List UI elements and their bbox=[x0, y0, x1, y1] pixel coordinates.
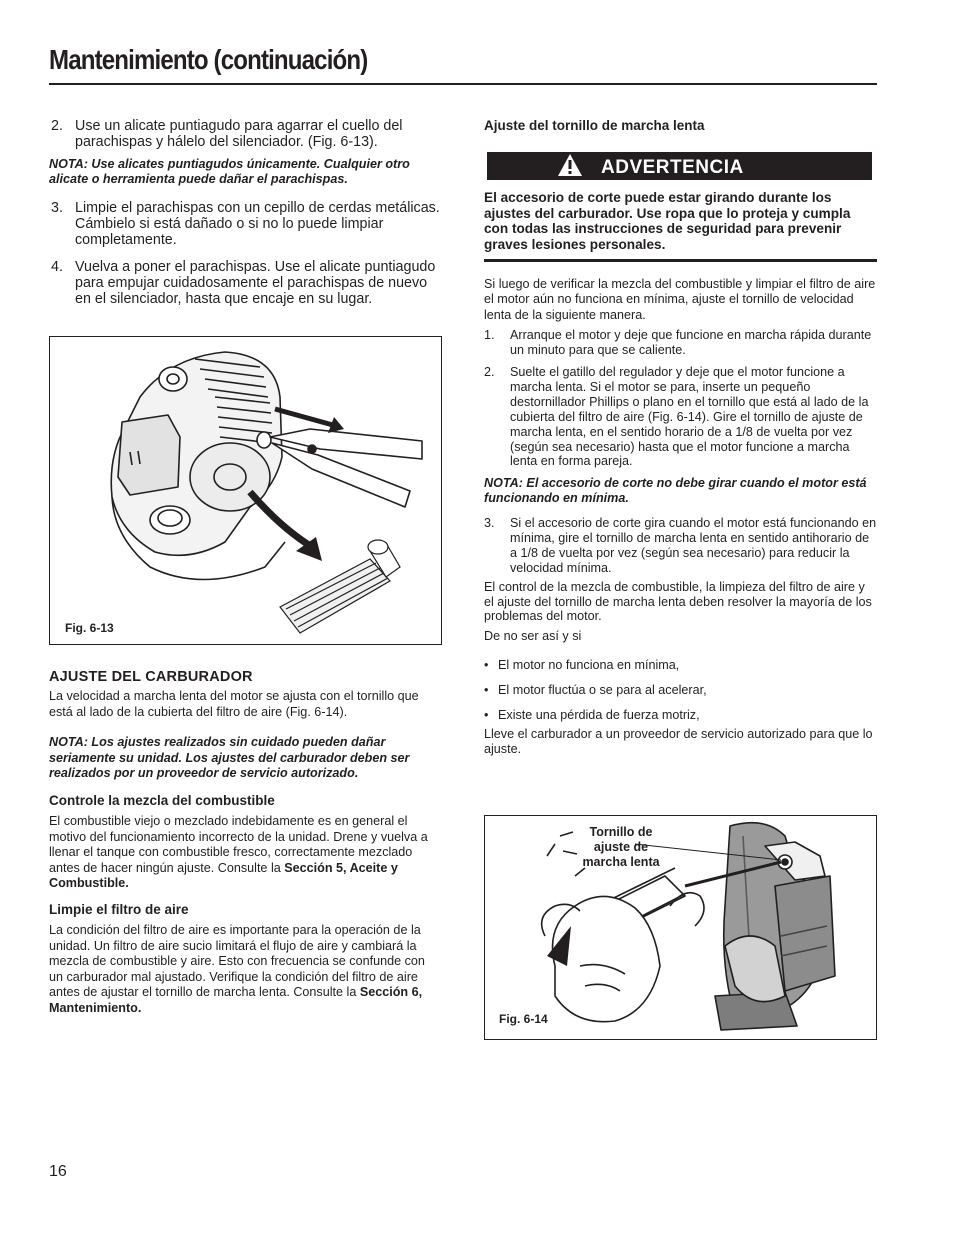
page-title: Mantenimiento (continuación) bbox=[49, 44, 368, 75]
final-text: Lleve el carburador a un proveedor de servicio autorizado para que lo ajuste. bbox=[484, 727, 873, 756]
bullet-item bbox=[484, 683, 877, 698]
otherwise-text: De no ser así y si bbox=[484, 628, 582, 643]
figure-label: Fig. 6-13 bbox=[65, 621, 114, 635]
title-rule bbox=[49, 83, 877, 85]
step-number: 1. bbox=[484, 328, 495, 343]
step-2 bbox=[49, 118, 442, 151]
intro-text: Si luego de verificar la mezcla del combustible y limpiar el filtro de aire el motor aún no funciona en mínima, ajuste el tornillo de velocidad lenta de la siguiente manera. bbox=[484, 277, 876, 322]
carburetor-section bbox=[49, 669, 442, 1017]
fuel-paragraph bbox=[49, 814, 442, 892]
warning-text: El accesorio de corte puede estar girando durante los ajustes del carburador. Use ropa que lo proteja y cumpla con todas las instrucciones de seguridad para prevenir graves lesiones personales. bbox=[484, 190, 851, 253]
engine-spark-arrestor-illustration bbox=[50, 337, 441, 644]
section-heading: AJUSTE DEL CARBURADOR bbox=[49, 669, 253, 685]
step-number: 4. bbox=[51, 258, 63, 275]
note-idle: NOTA: El accesorio de corte no debe girar cuando el motor está funcionando en mínima. bbox=[484, 476, 867, 506]
right-step-1 bbox=[484, 328, 877, 358]
right-step-3 bbox=[484, 516, 877, 576]
bullet-dot: • bbox=[484, 708, 489, 723]
figure-6-14 bbox=[484, 815, 877, 1040]
warning-title: ADVERTENCIA bbox=[601, 157, 744, 178]
step-text: Vuelva a poner el parachispas. Use el alicate puntiagudo para empujar cuidadosamente el parachispas de nuevo en el silenciador, hasta que encaje en su lugar. bbox=[75, 258, 436, 308]
left-column bbox=[49, 118, 442, 314]
warning-rule bbox=[484, 259, 877, 262]
bullet-item bbox=[484, 708, 877, 723]
right-step-2 bbox=[484, 365, 877, 469]
step-text: Si el accesorio de corte gira cuando el motor está funcionando en mínima, gire el tornillo de marcha lenta en sentido antihorario de a 1/8 de vuelta por vez (según sea necesario) para reducir la velocidad mínima. bbox=[510, 516, 877, 576]
fuel-reference: Sección 5, Aceite y Combustible. bbox=[49, 860, 398, 891]
bullet-item bbox=[484, 658, 877, 673]
step-3 bbox=[49, 200, 442, 249]
bullet-text: Existe una pérdida de fuerza motriz, bbox=[498, 708, 700, 723]
idle-instructions bbox=[484, 277, 877, 757]
filter-reference: Sección 6, Mantenimiento. bbox=[49, 985, 423, 1015]
carburetor-text: La velocidad a marcha lenta del motor se ajusta con el tornillo que está al lado de la cubierta del filtro de aire (Fig. 6-14). bbox=[49, 689, 419, 719]
step-number: 3. bbox=[51, 199, 63, 216]
idle-heading: Ajuste del tornillo de marcha lenta bbox=[484, 118, 705, 133]
step-text: Arranque el motor y deje que funcione en marcha rápida durante un minuto para que se caliente. bbox=[510, 328, 872, 358]
control-text: El control de la mezcla de combustible, la limpieza del filtro de aire y el ajuste del tornillo de marcha lenta deben resolver la mayoría de los problemas del motor. bbox=[484, 580, 872, 624]
filter-heading: Limpie el filtro de aire bbox=[49, 901, 189, 917]
page-number: 16 bbox=[49, 1163, 67, 1180]
figure-label: Fig. 6-14 bbox=[499, 1012, 548, 1026]
step-text: Suelte el gatillo del regulador y deje que el motor funcione a marcha lenta. Si el motor se para, inserte un pequeño destornillador Phillips o plano en el tornillo que está al lado de la cubierta del filtro de aire (Fig. 6-14). Gire el tornillo de ajuste de marcha lenta, en el sentido horario de a 1/8 de vuelta por vez (según sea necesario) hasta que el motor funcione a marcha lenta en forma pareja. bbox=[510, 365, 869, 469]
note-adjustments: NOTA: Los ajustes realizados sin cuidado pueden dañar seriamente su unidad. Los ajustes del carburador deben ser realizados por un proveedor de servicio autorizado. bbox=[49, 735, 410, 781]
screw-callout: Tornillo de ajuste de marcha lenta bbox=[582, 825, 660, 869]
note-pliers: NOTA: Use alicates puntiagudos únicamente. Cualquier otro alicate o herramienta puede dañar el parachispas. bbox=[49, 156, 410, 187]
bullet-dot: • bbox=[484, 658, 489, 673]
step-number: 3. bbox=[484, 516, 495, 531]
fuel-heading: Controle la mezcla del combustible bbox=[49, 792, 275, 808]
warning-triangle-icon bbox=[557, 153, 583, 177]
step-number: 2. bbox=[484, 365, 495, 380]
bullet-text: El motor no funciona en mínima, bbox=[498, 658, 680, 673]
step-text: Use un alicate puntiagudo para agarrar el cuello del parachispas y hálelo del silenciador. (Fig. 6-13). bbox=[75, 118, 403, 151]
idle-screw-adjustment-illustration bbox=[485, 816, 876, 1039]
filter-paragraph bbox=[49, 923, 442, 1017]
right-column bbox=[484, 118, 877, 133]
step-text: Limpie el parachispas con un cepillo de cerdas metálicas. Cámbielo si está dañado o si no lo puede limpiar completamente. bbox=[75, 199, 440, 249]
step-number: 2. bbox=[51, 118, 63, 134]
filter-text: La condición del filtro de aire es importante para la operación de la unidad. Un filtro de aire sucio limitará el flujo de aire y cambiará la mezcla de combustible y aire. Esto con frecuencia se confunde con un carburador mal ajustado. Verifique la condición del filtro de aire antes de ajustar el tornillo de marcha lenta. Consulte la bbox=[49, 922, 425, 1000]
step-4 bbox=[49, 259, 442, 308]
fuel-text: El combustible viejo o mezclado indebidamente es en general el motivo del funcionamiento incorrecto de la unidad. Drene y vuelva a llenar el tanque con combustible fresco, correctamente mezclado antes de hacer ningún ajuste. Consulte la bbox=[49, 813, 428, 875]
bullet-text: El motor fluctúa o se para al acelerar, bbox=[498, 683, 707, 698]
figure-6-13 bbox=[49, 336, 442, 645]
bullet-dot: • bbox=[484, 683, 489, 698]
